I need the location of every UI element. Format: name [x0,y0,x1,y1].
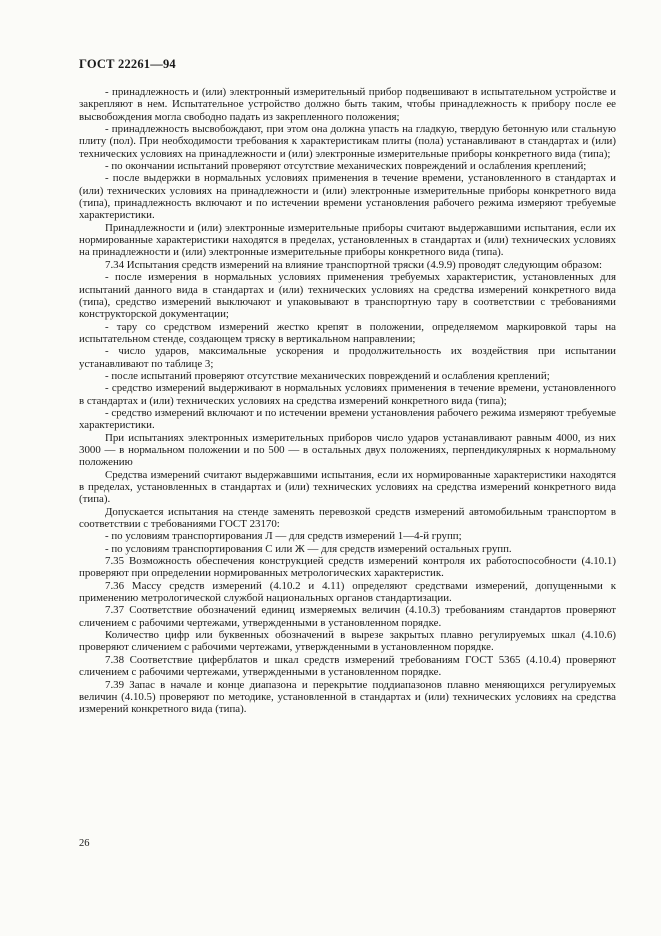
paragraph: - тару со средством измерений жестко крепят в положении, определяемом маркировкой тары на испытательном стенде, создающем тряску в вертикальном направлении; [79,320,616,345]
paragraph: - по окончании испытаний проверяют отсутствие механических повреждений и ослабления креплений; [105,160,587,173]
paragraph: 7.35 Возможность обеспечения конструкцией средств измерений контроля их работоспособности (4.10.1) проверяют при определении нормированных метрологических характеристик. [79,555,616,580]
paragraph: Средства измерений считают выдержавшими испытания, если их нормированные характеристики находятся в пределах, установленных в стандартах и (или) технических условиях на средства измерений конкретного вида (типа). [79,468,616,506]
paragraph: - после выдержки в нормальных условиях применения в течение времени, установленного в стандартах и (или) технических условиях на принадлежности и (или) электронные измерительные приборы конкретного вида (типа), принадлежность включают и по истечении времени установления рабочего режима измеряют требуемые характеристики. [79,172,616,222]
paragraph: Допускается испытания на стенде заменять перевозкой средств измерений автомобильным транспортом в соответствии с требованиями ГОСТ 23170: [79,505,616,531]
paragraph: - средство измерений выдерживают в нормальных условиях применения в течение времени, установленного в стандартах и (или) технических условиях на средства измерений конкретного вида (типа); [79,382,616,407]
paragraph: 7.36 Массу средств измерений (4.10.2 и 4.11) определяют средствами измерений, допущенными к применению метрологической службой национальных органов стандартизации. [79,579,616,605]
paragraph: - по условиям транспортирования С или Ж — для средств измерений остальных групп. [105,542,512,555]
paragraph: Принадлежности и (или) электронные измерительные приборы считают выдержавшими испытания, если их нормированные характеристики находятся в пределах, установленных в стандартах и (или) технических условиях на принадлежности и (или) электронные измерительные приборы конкретного вида (типа). [79,221,616,259]
document-body [79,86,616,716]
paragraph: - число ударов, максимальные ускорения и продолжительность их воздействия при испытании устанавливают по таблице 3; [79,345,616,370]
paragraph: Количество цифр или буквенных обозначений в вырезе закрытых плавно регулируемых шкал (4.10.6) проверяют сличением с рабочими чертежами, утвержденными в установленном порядке. [79,629,616,654]
paragraph: 7.34 Испытания средств измерений на влияние транспортной тряски (4.9.9) проводят следующим образом: [105,258,603,271]
paragraph: - принадлежность и (или) электронный измерительный прибор подвешивают в испытательном устройстве и закрепляют в нем. Испытательное устройство должно быть таким, чтобы принадлежность к прибору после ее высвобождения могла свободно падать из закрепленного положения; [79,86,616,123]
paragraph: - средство измерений включают и по истечении времени установления рабочего режима измеряют требуемые характеристики. [79,406,616,432]
paragraph: - после испытаний проверяют отсутствие механических повреждений и ослабления креплений; [105,369,550,382]
paragraph: При испытаниях электронных измерительных приборов число ударов устанавливают равным 4000, из них 3000 — в нормальном положении и по 500 — в остальных двух положениях, перпендикулярных к нормальному положению [79,431,616,469]
paragraph: 7.39 Запас в начале и конце диапазона и перекрытие поддиапазонов плавно меняющихся регулируемых величин (4.10.5) проверяют по методике, установленной в стандартах и (или) технических условиях на средства измерений конкретного вида (типа). [79,678,616,716]
page-number: 26 [79,838,90,849]
document-header: ГОСТ 22261—94 [79,57,176,71]
paragraph: - принадлежность высвобождают, при этом она должна упасть на гладкую, твердую бетонную или стальную плиту (пол). При необходимости требования к характеристикам плиты (пола) устанавливают в стандартах и (или) технических условиях на принадлежности и (или) электронные измерительные приборы конкретного вида (типа); [79,123,616,160]
paragraph: 7.38 Соответствие циферблатов и шкал средств измерений требованиям ГОСТ 5365 (4.10.4) проверяют сличением с рабочими чертежами, утвержденными в установленном порядке. [79,653,616,679]
paragraph: - по условиям транспортирования Л — для средств измерений 1—4-й групп; [105,530,462,543]
paragraph: 7.37 Соответствие обозначений единиц измеряемых величин (4.10.3) требованиям стандартов проверяют сличением с рабочими чертежами, утвержденными в установленном порядке. [79,604,616,629]
paragraph: - после измерения в нормальных условиях применения требуемых характеристик, установленных для испытаний данного вида в стандартах и (или) технических условиях на средства измерений конкретного вида (типа), средство измерений выключают и упаковывают в транспортную тару в соответствии с требованиями конструкторской документации; [79,271,616,321]
